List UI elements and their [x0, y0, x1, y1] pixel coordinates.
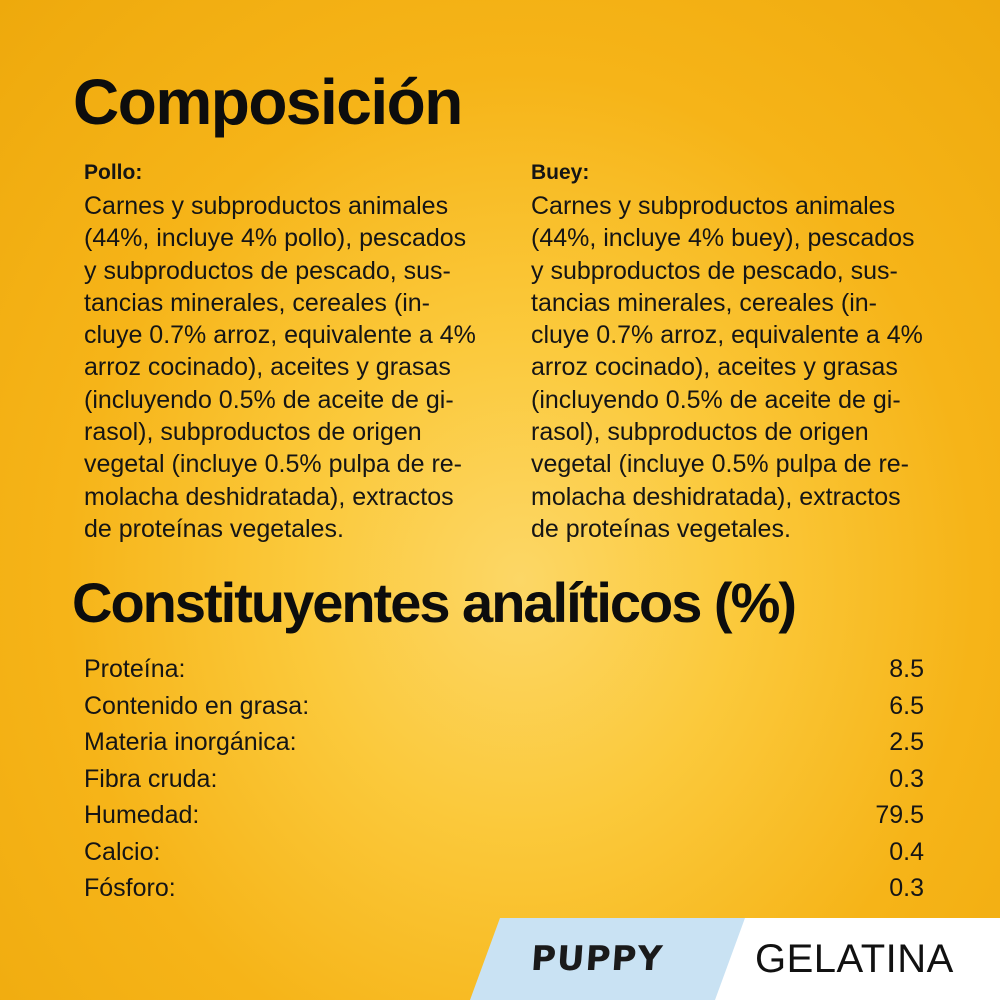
analytics-row-moisture [84, 797, 924, 834]
puppy-badge-label: PUPPY [529, 939, 665, 979]
analytics-title: Constituyentes analíticos (%) [72, 571, 796, 634]
analytics-table [84, 651, 924, 907]
ingredient-line: cluye 0.7% arroz, equivalente a 4% [84, 321, 476, 350]
analytics-row-fat [84, 688, 924, 725]
ingredient-line: rasol), subproductos de origen [84, 418, 422, 447]
ingredient-line: de proteínas vegetales. [84, 514, 344, 543]
analytics-label: Calcio: [84, 837, 161, 866]
analytics-value: 0.3 [889, 874, 924, 902]
ingredient-line: y subproductos de pescado, sus- [531, 256, 898, 285]
analytics-label: Fósforo: [84, 874, 176, 902]
analytics-row-protein [84, 651, 924, 688]
ingredient-line: vegetal (incluye 0.5% pulpa de re- [531, 450, 910, 479]
analytics-value: 0.3 [889, 764, 924, 793]
ingredient-line: de proteínas vegetales. [531, 514, 791, 543]
analytics-value: 0.4 [889, 837, 924, 866]
ingredient-line: cluye 0.7% arroz, equivalente a 4% [531, 321, 923, 350]
ingredient-line: (44%, incluye 4% buey), pescados [531, 224, 915, 253]
ingredient-line: (44%, incluye 4% pollo), pescados [84, 224, 467, 253]
composition-column-buey [531, 160, 951, 545]
composition-column-pollo [84, 160, 504, 545]
ingredient-line: vegetal (incluye 0.5% pulpa de re- [84, 450, 463, 479]
analytics-row-calcium [84, 834, 924, 871]
analytics-row-phosphorus [84, 870, 924, 907]
ingredient-line: (incluyendo 0.5% de aceite de gi- [84, 385, 454, 414]
analytics-label: Contenido en grasa: [84, 691, 310, 720]
ingredient-line: y subproductos de pescado, sus- [84, 256, 451, 285]
analytics-label: Materia inorgánica: [84, 728, 297, 756]
ingredient-line: molacha deshidratada), extractos [84, 482, 454, 511]
analytics-label: Humedad: [84, 801, 200, 829]
analytics-value: 2.5 [889, 728, 924, 756]
ingredient-line: arroz cocinado), aceites y grasas [84, 353, 451, 382]
ingredient-line: Carnes y subproductos animales [531, 192, 896, 220]
ingredient-line: rasol), subproductos de origen [531, 418, 869, 447]
ingredient-line: (incluyendo 0.5% de aceite de gi- [531, 385, 901, 414]
analytics-label: Proteína: [84, 655, 186, 683]
ingredient-line: molacha deshidratada), extractos [531, 482, 901, 511]
ingredient-line: arroz cocinado), aceites y grasas [531, 353, 898, 382]
analytics-row-fiber [84, 761, 924, 798]
analytics-label: Fibra cruda: [84, 764, 218, 793]
column-heading: Buey: [531, 161, 590, 184]
analytics-value: 6.5 [889, 691, 924, 720]
gelatina-badge-label: GELATINA [755, 937, 954, 981]
ingredient-line: tancias minerales, cereales (in- [84, 288, 430, 317]
ingredient-line: Carnes y subproductos animales [84, 192, 449, 220]
analytics-value: 8.5 [889, 655, 924, 683]
column-heading: Pollo: [84, 161, 143, 184]
ingredient-line: tancias minerales, cereales (in- [531, 288, 877, 317]
analytics-value: 79.5 [875, 801, 924, 829]
composition-title: Composición [73, 66, 462, 138]
analytics-row-inorganic [84, 724, 924, 761]
